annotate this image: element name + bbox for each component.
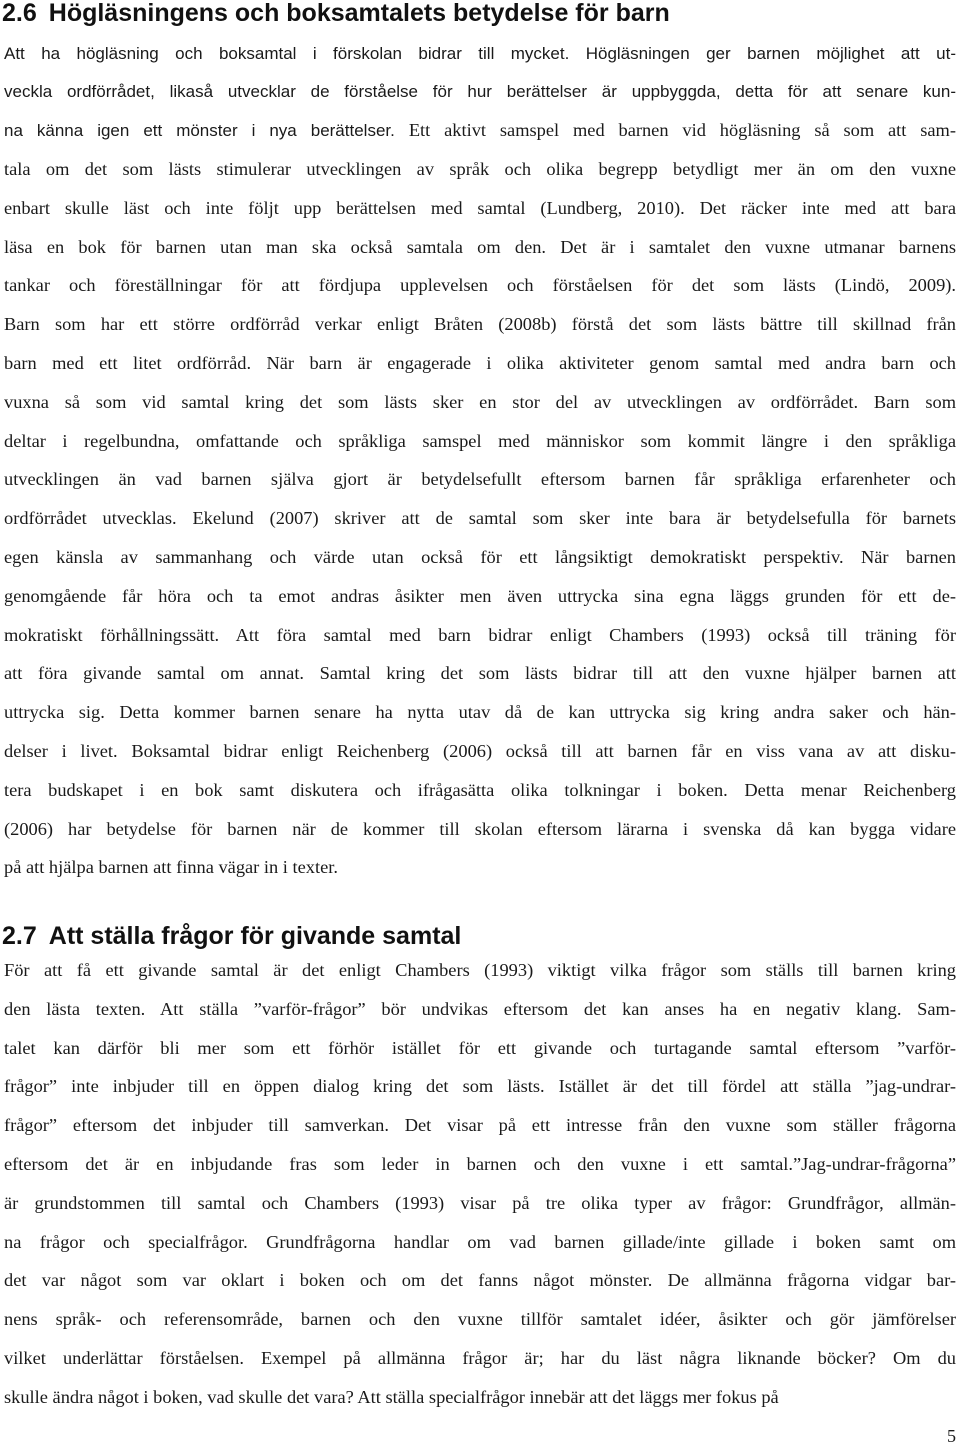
- section-number: 2.7: [2, 922, 37, 950]
- section-heading-2-7: [2, 921, 461, 951]
- paragraph-line: tera budskapet i en bok samt diskutera och ifrågasätta olika tolkningar i boken. Detta menar Reichenberg: [4, 779, 956, 800]
- paragraph-line: delser i livet. Boksamtal bidrar enligt Reichenberg (2006) också till att barnen får en viss vana av att disku-: [4, 740, 956, 761]
- paragraph-line: tankar och föreställningar för att fördjupa upplevelsen och förståelsen för det som lästs (Lindö, 2009).: [4, 275, 956, 296]
- paragraph-line: enbart skulle läst och inte följt upp berättelsen med samtal (Lundberg, 2010). Det räcker inte med att bara: [4, 197, 956, 218]
- paragraph-line: (2006) har betydelse för barnen när de kommer till skolan eftersom lärarna i svenska då kan bygga vidare: [4, 818, 956, 839]
- paragraph-line: nens språk- och referensområde, barnen och den vuxne tillför samtalet idéer, åsikter och gör jämförelser: [4, 1309, 956, 1330]
- paragraph-line: läsa en bok för barnen utan man ska också samtala om den. Det är i samtalet den vuxne utmanar barnens: [4, 236, 956, 257]
- section-2-7-paragraph: [4, 951, 956, 1417]
- paragraph-line: att föra givande samtal om annat. Samtal kring det som lästs bidrar till att den vuxne hjälper barnen att: [4, 663, 956, 684]
- paragraph-line: egen känsla av sammanhang och värde utan också för ett långsiktigt demokratiskt perspektiv. När barnen: [4, 546, 956, 567]
- section-2-6-paragraph: [4, 35, 956, 887]
- paragraph-line: frågor” inte inbjuder till en öppen dialog kring det som lästs. Istället är det till fördel att ställa ”jag-undrar-: [4, 1076, 956, 1097]
- paragraph-line: [4, 111, 956, 150]
- paragraph-line: eftersom det är en inbjudande fras som leder in barnen och den vuxne i ett samtal.”Jag-undrar-frågorna”: [4, 1153, 956, 1174]
- line-segment: na känna igen ett mönster i nya berättelser.: [4, 121, 409, 140]
- paragraph-line: är grundstommen till samtal och Chambers (1993) visar på tre olika typer av frågor: Grundfrågor, allmän-: [4, 1192, 956, 1213]
- paragraph-line: Att ha högläsning och boksamtal i förskolan bidrar till mycket. Högläsningen ger barnen möjlighet att ut-: [4, 44, 956, 63]
- paragraph-line: genomgående får höra och ta emot andras åsikter men även uttrycka sina egna läggs grunden för ett de-: [4, 585, 956, 606]
- paragraph-line: skulle ändra något i boken, vad skulle det vara? Att ställa specialfrågor innebär att det läggs mer fokus på: [4, 1386, 779, 1407]
- paragraph-line: barn med ett litet ordförråd. När barn är engagerade i olika aktiviteter genom samtal med andra barn och: [4, 352, 956, 373]
- paragraph-line: det var något som var oklart i boken och om det fanns något mönster. De allmänna frågorna vidgar bar-: [4, 1270, 956, 1291]
- paragraph-line: den lästa texten. Att ställa ”varför-frågor” bör undvikas eftersom det kan anses ha en negativ klang. Sam-: [4, 998, 956, 1019]
- paragraph-line: na frågor och specialfrågor. Grundfrågorna handlar om vad barnen gillade/inte gillade i boken samt om: [4, 1231, 956, 1252]
- line-segment: Ett aktivt samspel med barnen vid högläsning så som att sam-: [408, 120, 956, 140]
- paragraph-line: frågor” eftersom det inbjuder till samverkan. Det visar på ett intresse från den vuxne som ställer frågorna: [4, 1115, 956, 1136]
- section-title: Högläsningens och boksamtalets betydelse för barn: [48, 0, 670, 27]
- section-number: 2.6: [2, 0, 37, 27]
- paragraph-line: på att hjälpa barnen att finna vägar in i texter.: [4, 857, 338, 878]
- paragraph-line: ordförrådet utvecklas. Ekelund (2007) skriver att de samtal som sker inte bara är betydelsefulla för barnets: [4, 508, 956, 529]
- paragraph-line: vuxna så som vid samtal kring det som lästs sker en stor del av utvecklingen av ordförrådet. Barn som: [4, 391, 956, 412]
- page-number: 5: [947, 1426, 956, 1446]
- paragraph-line: deltar i regelbundna, omfattande och språkliga samspel med människor som kommit längre i den språkliga: [4, 430, 956, 451]
- section-title: Att ställa frågor för givande samtal: [48, 922, 462, 950]
- paragraph-line: För att få ett givande samtal är det enligt Chambers (1993) viktigt vilka frågor som ställs till barnen kring: [4, 960, 956, 980]
- paragraph-line: talet kan därför bli mer som ett förhör istället för ett givande och turtagande samtal eftersom ”varför-: [4, 1037, 956, 1058]
- paragraph-line: mokratiskt förhållningssätt. Att föra samtal med barn bidrar enligt Chambers (1993) också till träning för: [4, 624, 956, 645]
- paragraph-line: veckla ordförrådet, likaså utvecklar de förståelse för hur berättelser är uppbyggda, detta för att senare kun-: [4, 82, 956, 101]
- paragraph-line: utvecklingen än vad barnen själva gjort är betydelsefullt eftersom barnen får språkliga erfarenheter och: [4, 469, 956, 490]
- section-heading-2-6: [2, 0, 670, 28]
- paragraph-line: tala om det som lästs stimulerar utvecklingen av språk och olika begrepp betydligt mer än om den vuxne: [4, 159, 956, 179]
- paragraph-line: uttrycka sig. Detta kommer barnen senare ha nytta utav då de kan uttrycka sig kring andra saker och hän-: [4, 702, 956, 723]
- paragraph-line: vilket underlättar förståelsen. Exempel på allmänna frågor är; har du läst några liknande böcker? Om du: [4, 1347, 956, 1368]
- paragraph-line: Barn som har ett större ordförråd verkar enligt Bråten (2008b) förstå det som lästs bättre till skillnad från: [4, 314, 956, 335]
